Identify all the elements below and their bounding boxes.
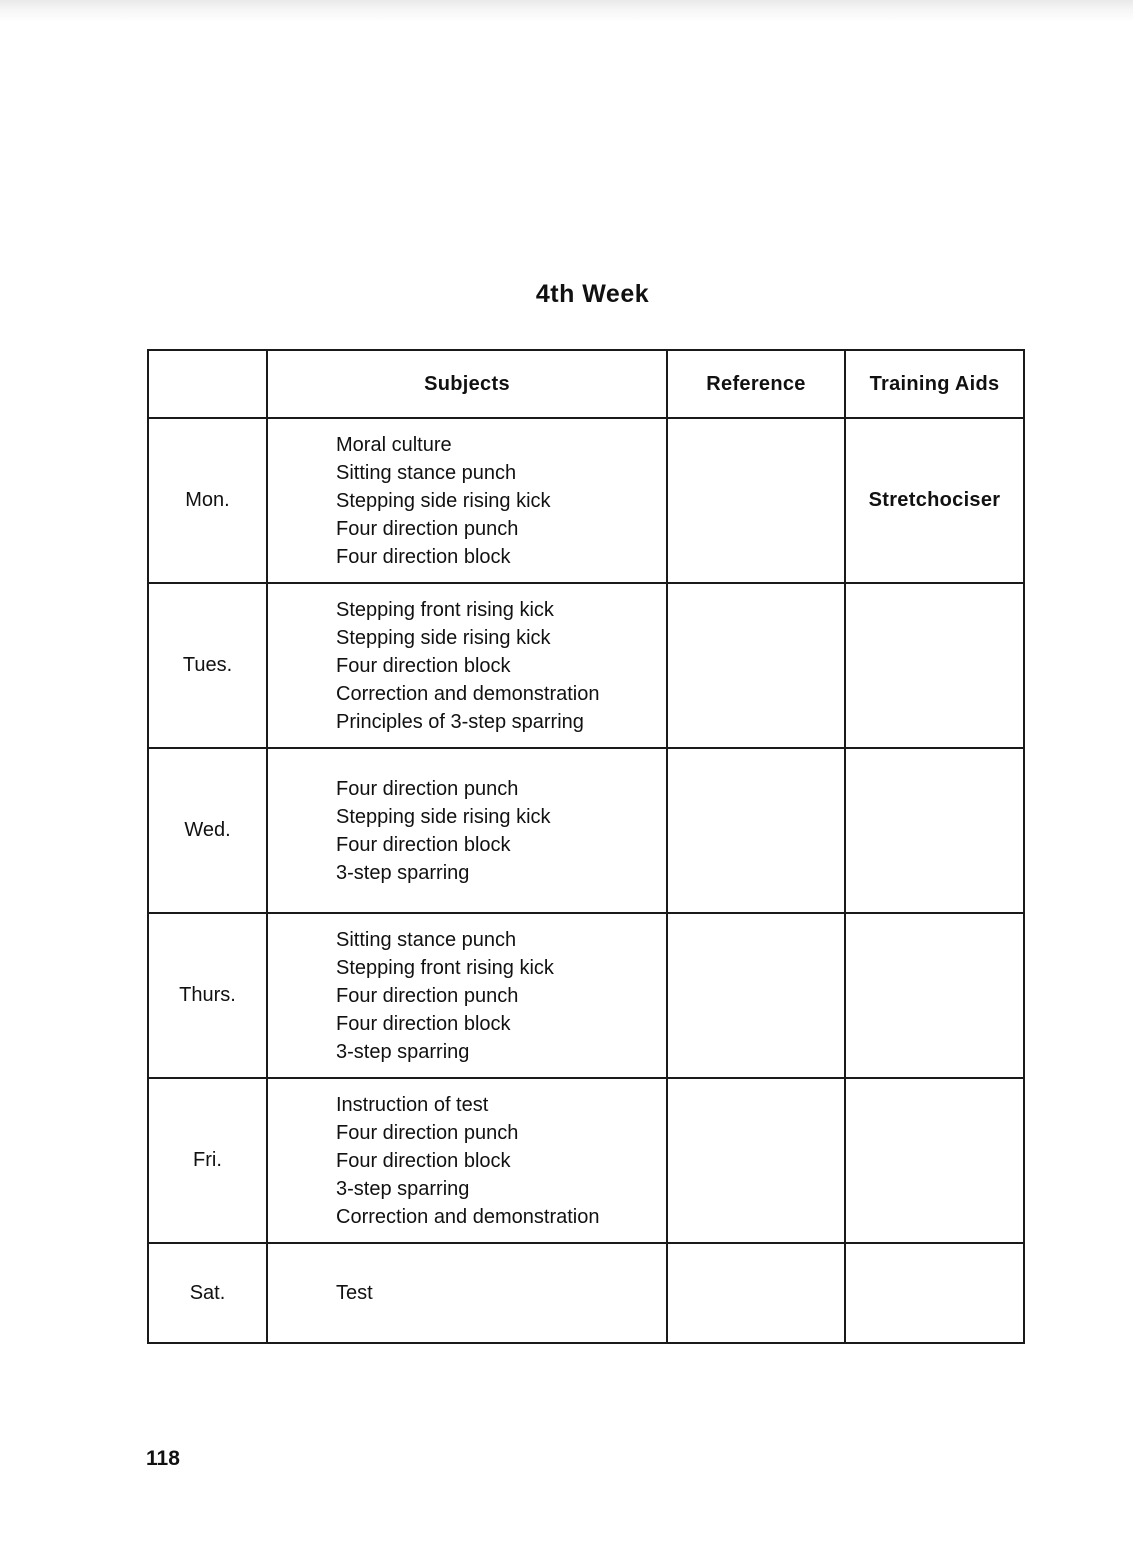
training-aids-cell <box>845 913 1024 1078</box>
training-aids-cell <box>845 583 1024 748</box>
header-subjects: Subjects <box>267 350 667 418</box>
header-reference: Reference <box>667 350 845 418</box>
day-cell: Mon. <box>148 418 267 583</box>
subjects-cell <box>267 748 667 913</box>
page-title: 4th Week <box>535 280 650 308</box>
reference-cell <box>667 1078 845 1243</box>
subjects-cell <box>267 1078 667 1243</box>
header-day <box>148 350 267 418</box>
day-cell: Wed. <box>148 748 267 913</box>
subject-item: Stepping side rising kick <box>336 626 551 649</box>
table-header-row <box>148 350 1024 418</box>
subject-item: Four direction punch <box>336 984 519 1007</box>
reference-cell <box>667 583 845 748</box>
subject-item: 3-step sparring <box>336 861 470 884</box>
table-row-mon <box>148 418 1024 583</box>
table-row-fri <box>148 1078 1024 1243</box>
subject-item: Four direction block <box>336 1012 511 1035</box>
subject-item: Principles of 3-step sparring <box>336 710 584 733</box>
subject-item: Stepping side rising kick <box>336 805 551 828</box>
subject-item: Four direction punch <box>336 777 519 800</box>
reference-cell <box>667 748 845 913</box>
day-cell: Tues. <box>148 583 267 748</box>
subject-item: Four direction block <box>336 833 511 856</box>
subject-item: Correction and demonstration <box>336 1205 600 1228</box>
subjects-cell <box>267 913 667 1078</box>
reference-cell <box>667 913 845 1078</box>
subject-item: Four direction punch <box>336 1121 519 1144</box>
training-aids-cell: Stretchociser <box>845 418 1024 583</box>
reference-cell <box>667 418 845 583</box>
subject-item: 3-step sparring <box>336 1177 470 1200</box>
table-row-wed <box>148 748 1024 913</box>
table-row-sat <box>148 1243 1024 1343</box>
weekly-schedule-table <box>147 349 1025 1344</box>
subject-item: Four direction block <box>336 654 511 677</box>
subject-item: Stepping side rising kick <box>336 489 551 512</box>
day-cell: Fri. <box>148 1078 267 1243</box>
subjects-cell <box>267 583 667 748</box>
subject-item: 3-step sparring <box>336 1040 470 1063</box>
header-training-aids: Training Aids <box>845 350 1024 418</box>
table-row-thurs <box>148 913 1024 1078</box>
scan-edge-shadow <box>0 0 1133 22</box>
subject-item: Four direction block <box>336 1149 511 1172</box>
subject-item: Stepping front rising kick <box>336 598 554 621</box>
subject-item: Stepping front rising kick <box>336 956 554 979</box>
page-number: 118 <box>146 1447 180 1470</box>
subject-item: Instruction of test <box>336 1093 489 1116</box>
subject-item: Four direction punch <box>336 517 519 540</box>
reference-cell <box>667 1243 845 1343</box>
subject-item: Test <box>336 1282 373 1304</box>
subject-item: Four direction block <box>336 545 511 568</box>
training-aids-cell <box>845 748 1024 913</box>
day-cell: Sat. <box>148 1243 267 1343</box>
subject-item: Correction and demonstration <box>336 682 600 705</box>
training-aids-cell <box>845 1243 1024 1343</box>
subject-item: Sitting stance punch <box>336 461 517 484</box>
table-row-tues <box>148 583 1024 748</box>
day-cell: Thurs. <box>148 913 267 1078</box>
subject-item: Sitting stance punch <box>336 928 517 951</box>
training-aids-cell <box>845 1078 1024 1243</box>
subjects-cell <box>267 1243 667 1343</box>
subjects-cell <box>267 418 667 583</box>
subject-item: Moral culture <box>336 433 452 456</box>
